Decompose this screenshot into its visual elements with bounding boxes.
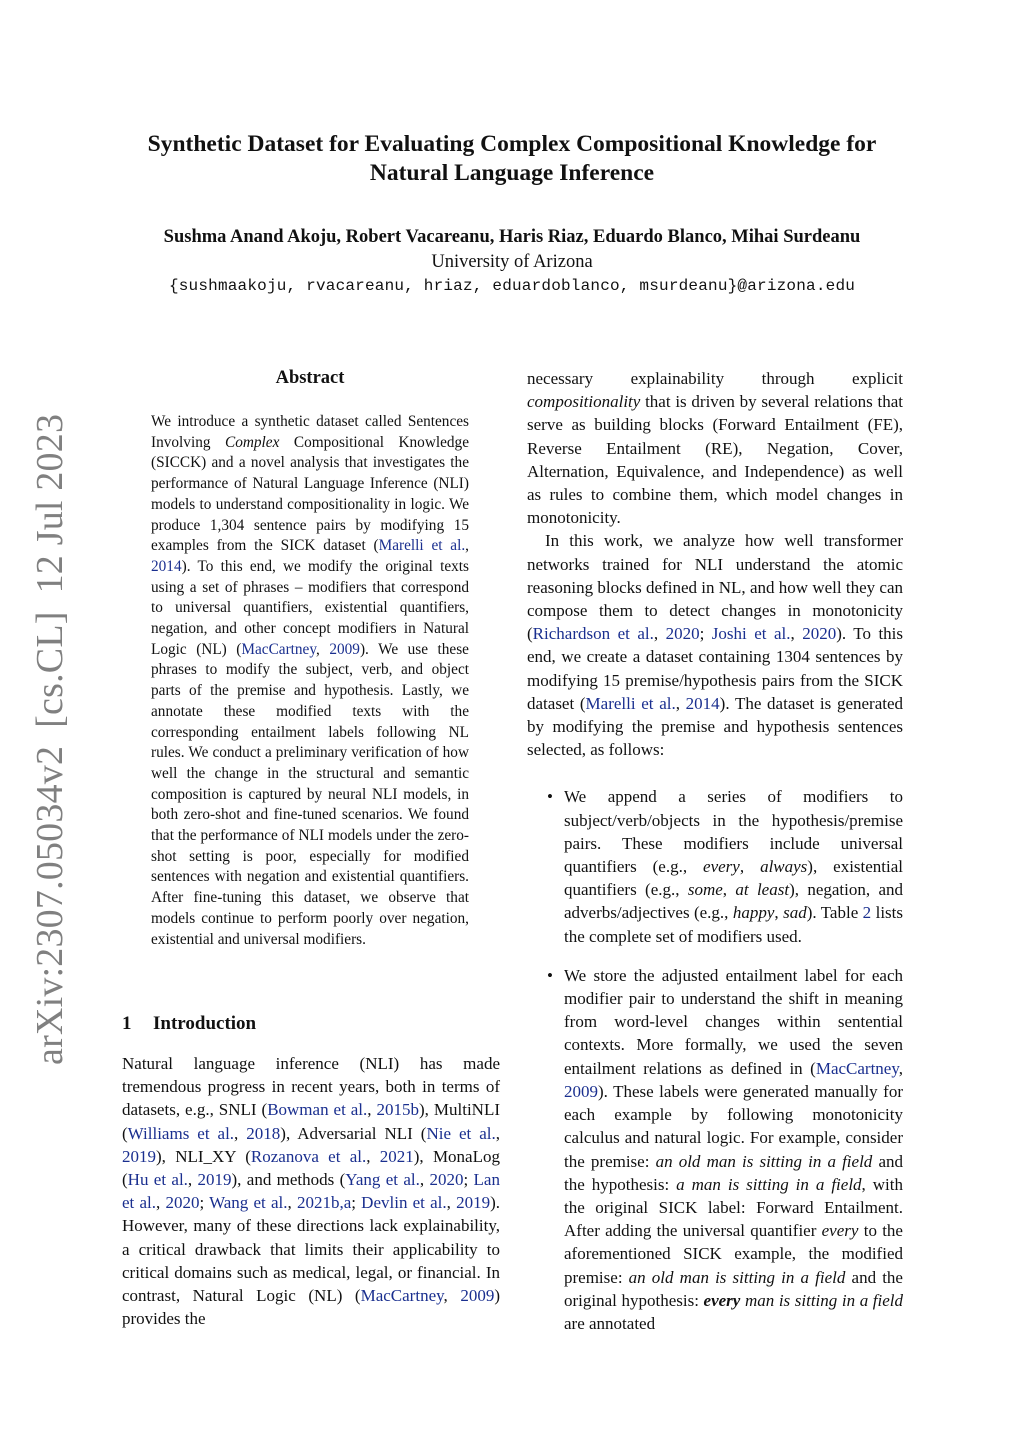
body-text: necessary explainability through explicit (527, 369, 903, 388)
abstract-emphasis: Complex (225, 433, 280, 451)
body-text: We append a series of modifiers to subject/verb/objects in the hypothesis/premise pairs. These modifiers include universal quantifiers (e.g., (564, 787, 903, 877)
citation-link[interactable]: Bowman et al. (267, 1100, 368, 1120)
body-text: , (366, 1146, 380, 1166)
body-text: , with the original SICK label: Forward Entailment. After adding the universal quantifier (564, 1174, 903, 1241)
body-text: ), NLI_XY ( (156, 1146, 251, 1166)
affiliation: University of Arizona (431, 252, 593, 272)
citation-link[interactable]: 2020 (802, 624, 837, 644)
emphasis-text: sad (783, 903, 807, 923)
paragraph-this-work (527, 529, 903, 761)
citation-link[interactable]: MacCartney (815, 1058, 899, 1078)
abstract-text: Compositional Knowledge (SICCK) and a novel analysis that investigates the performance of Natural Language Inference (NLI) models to understand compositionality in logic. We produce 1,304 sentence pairs by modifying 15 examples from the SICK dataset ( (151, 433, 469, 555)
citation-link[interactable]: 2020 (429, 1170, 464, 1190)
citation-link[interactable]: Richardson et al. (532, 624, 654, 644)
emphasis-text: an old man is sitting in a field (655, 1151, 873, 1171)
body-text: , (287, 1193, 297, 1213)
citation-link[interactable]: Rozanova et al. (250, 1146, 367, 1166)
abstract-text: ). To this end, we modify the original texts using a set of phrases – modifiers that correspond to universal quantifiers, existential quantifiers, negation, and other concept modifiers in Natural Logic (NL) ( (151, 557, 469, 658)
arxiv-date: 12 Jul 2023 (29, 413, 71, 594)
body-text: In this work, we analyze how well transformer networks trained for NLI understand the atomic reasoning blocks defined in NL, and how well they can compose them to detect changes in monotonicity ( (527, 531, 903, 644)
paper-title-line-1: Synthetic Dataset for Evaluating Complex Compositional Knowledge for (147, 131, 877, 157)
citation-link[interactable]: 2019 (122, 1146, 156, 1166)
body-text: , (495, 1123, 500, 1143)
emphasis-text: always (760, 857, 808, 877)
body-text: ). The dataset is generated by modifying the premise and hypothesis sentences selected, as follows: (527, 693, 904, 760)
body-text: , (156, 1193, 166, 1213)
arxiv-identifier-stamp (20, 413, 80, 1065)
section-title: Introduction (153, 1013, 257, 1034)
author-list: Sushma Anand Akoju, Robert Vacareanu, Haris Riaz, Eduardo Blanco, Mihai Surdeanu (163, 227, 861, 247)
body-text: , (898, 1058, 903, 1078)
citation-link[interactable]: Marelli et al. (378, 537, 466, 555)
body-text: , (790, 624, 803, 644)
citation-link[interactable]: 2020 (165, 1193, 200, 1213)
citation-link[interactable]: Wang et al. (209, 1193, 288, 1213)
body-text: , (446, 1193, 457, 1213)
body-text: , (722, 880, 736, 900)
paper-title (100, 130, 924, 188)
citation-link[interactable]: 2009 (329, 640, 360, 658)
citation-link[interactable]: 2019 (197, 1170, 232, 1190)
body-text: and the original hypothesis: (564, 1267, 903, 1310)
body-text: ). However, many of these directions lack explainability, a critical drawback that limits their applicability to critical domains such as medical, legal, or financial. In contrast, Natural Logic (NL) ( (122, 1193, 500, 1306)
body-text: , (234, 1123, 247, 1143)
abstract-text: We introduce a synthetic dataset called Sentences Involving (151, 413, 469, 451)
body-text: ; (199, 1193, 210, 1213)
citation-link[interactable]: Williams et al. (127, 1123, 235, 1143)
body-text: , (367, 1100, 377, 1120)
body-text: to the aforementioned SICK example, the modified premise: (564, 1221, 903, 1287)
body-text: , (653, 624, 666, 644)
citation-link[interactable]: 2014 (685, 693, 720, 713)
body-text: ) provides the (122, 1286, 500, 1329)
emphasis-text: man is sitting in a field (744, 1290, 904, 1310)
citation-link[interactable]: 2015b (376, 1100, 420, 1120)
arxiv-category: [cs.CL] (29, 611, 71, 728)
body-text: ), and methods ( (231, 1170, 346, 1190)
list-item (527, 964, 903, 1335)
emphasis-text: every (703, 857, 740, 877)
bullet-icon: • (547, 965, 553, 985)
abstract-text: , (316, 640, 330, 658)
abstract-body (151, 412, 469, 950)
body-text: ). Table (806, 903, 863, 923)
table-reference-link[interactable]: 2 (862, 903, 872, 923)
citation-link[interactable]: Devlin et al. (361, 1193, 447, 1213)
body-text: , (675, 693, 686, 713)
section-heading-introduction (122, 1012, 502, 1036)
emphasis-text: a man is sitting in a field (676, 1174, 862, 1194)
body-text: Natural language inference (NLI) has made tremendous progress in recent years, both in terms of datasets, e.g., SNLI ( (122, 1054, 500, 1120)
emphasis-text: some (687, 880, 723, 900)
citation-link[interactable]: Marelli et al. (585, 693, 676, 713)
body-text: ), negation, and adverbs/adjectives (e.g., (564, 880, 903, 923)
body-text: ), Adversarial NLI ( (280, 1123, 427, 1143)
right-column (527, 367, 903, 1335)
section-number: 1 (122, 1013, 132, 1034)
body-text: , (739, 857, 761, 877)
citation-link[interactable]: Hu et al. (127, 1170, 188, 1190)
body-text: We store the adjusted entailment label for each modifier pair to understand the shift in meaning from word-level changes within sentential contexts. More formally, we used the seven entailment relations as defined in ( (564, 965, 903, 1078)
emphasis-text: happy (732, 903, 775, 923)
body-text: lists the complete set of modifiers used. (564, 903, 903, 946)
body-text: ). To this end, we create a dataset containing 1304 sentences by modifying 15 premise/hypothesis pairs from the SICK dataset ( (527, 624, 904, 713)
paragraph-continuation (527, 367, 903, 529)
citation-link[interactable]: 2018 (246, 1123, 281, 1143)
body-text: , (419, 1170, 430, 1190)
citation-link[interactable]: MacCartney (241, 640, 317, 658)
body-text: , (443, 1286, 461, 1306)
abstract-text: ). We use these phrases to modify the subject, verb, and object parts of the premise and hypothesis. Lastly, we annotate these modified texts with the corresponding entailment labels following NL rules. We conduct a preliminary verification of how well the change in the structural and semantic composition is captured by neural NLI models, in both zero-shot and fine-tuned scenarios. We found that the performance of NLI models under the zero-shot setting is poor, especially for modified sentences with negation and existential quantifiers. After fine-tuning this dataset, we observe that models continue to perform poorly over negation, existential and universal modifiers. (151, 640, 469, 948)
citation-link[interactable]: Nie et al. (426, 1123, 496, 1143)
citation-link[interactable]: 2019 (456, 1193, 491, 1213)
emphasis-text: at least (735, 880, 790, 900)
paper-title-line-2: Natural Language Inference (369, 160, 655, 186)
body-text: ), MultiNLI ( (122, 1100, 500, 1143)
citation-link[interactable]: MacCartney (360, 1286, 444, 1306)
author-emails: {sushmaakoju, rvacareanu, hriaz, eduardoblanco, msurdeanu}@arizona.edu (168, 277, 856, 295)
body-text: ; (351, 1193, 362, 1213)
body-text: ). These labels were generated manually for each example by following monotonicity calculus and natural logic. For example, consider the premise: (564, 1081, 903, 1171)
citation-link[interactable]: 2014 (151, 557, 182, 575)
body-text: that is driven by several relations that serve as building blocks (Forward Entailment (FE), Reverse Entailment (RE), Negation, Cover, Alternation, Equivalence, and Independence) as well as rules to combine them, which model changes in monotonicity. (527, 392, 903, 528)
contribution-list (527, 785, 903, 1335)
citation-link[interactable]: Yang et al. (345, 1170, 420, 1190)
body-text: , (774, 903, 784, 923)
introduction-paragraph (122, 1052, 500, 1330)
emphasis-text: compositionality (527, 392, 641, 412)
citation-link[interactable]: 2020 (665, 624, 700, 644)
citation-link[interactable]: 2021 (379, 1146, 414, 1166)
body-text: ; (699, 624, 712, 644)
emphasis-text: every (821, 1221, 859, 1241)
citation-link[interactable]: 2021b,a (296, 1193, 352, 1213)
body-text: ; (463, 1170, 474, 1190)
emphasis-text: an old man is sitting in a field (628, 1267, 846, 1287)
citation-link[interactable]: Lan et al. (122, 1170, 500, 1213)
bullet-icon: • (547, 787, 553, 807)
abstract-text: , (465, 537, 469, 555)
citation-link[interactable]: Joshi et al. (711, 624, 791, 644)
list-item (527, 785, 903, 947)
arxiv-id: arXiv:2307.05034v2 (29, 745, 71, 1065)
body-text: , (187, 1170, 198, 1190)
body-text: and the hypothesis: (564, 1151, 903, 1194)
body-text: ), MonaLog ( (122, 1146, 500, 1190)
body-text: ), existential quantifiers (e.g., (564, 857, 904, 900)
abstract-heading: Abstract (275, 368, 345, 388)
citation-link[interactable]: 2009 (460, 1286, 495, 1306)
bold-emphasis-text: every (703, 1290, 741, 1310)
citation-link[interactable]: 2009 (564, 1081, 598, 1101)
body-text: are annotated (564, 1313, 656, 1333)
